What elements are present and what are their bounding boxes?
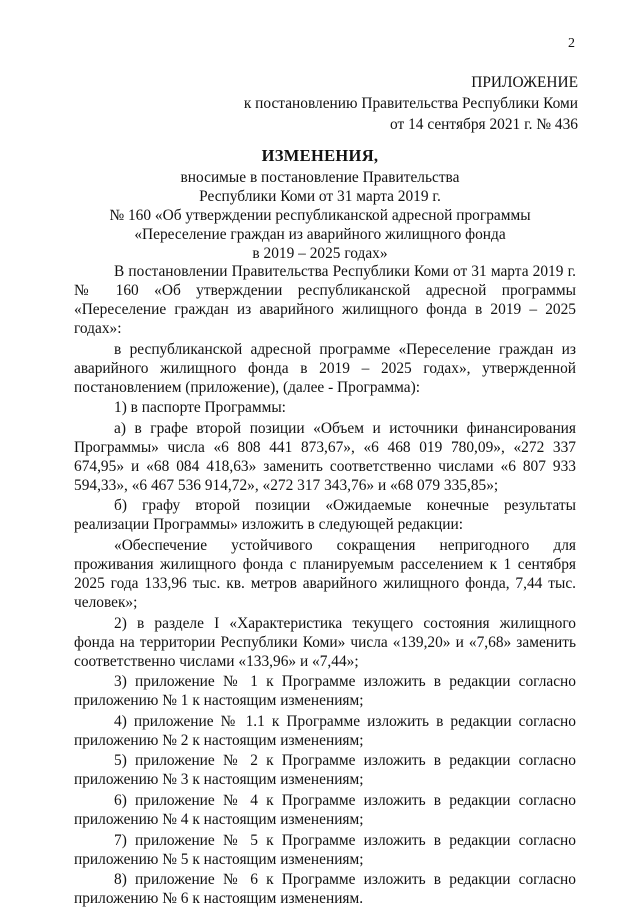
document-title: ИЗМЕНЕНИЯ, — [261, 146, 379, 165]
appendix-date: от 14 сентября 2021 г. № 436 — [390, 116, 578, 133]
body-paragraph: 3) приложение № 1 к Программе изложить в редакции согласно приложению № 1 к настоящим изменениям; — [74, 673, 576, 710]
body-paragraph: 5) приложение № 2 к Программе изложить в редакции согласно приложению № 3 к настоящим изменениям; — [74, 752, 576, 789]
heading-line-2: Республики Коми от 31 марта 2019 г. — [199, 188, 441, 205]
body-paragraph: 6) приложение № 4 к Программе изложить в редакции согласно приложению № 4 к настоящим изменениям; — [74, 791, 576, 828]
body-paragraph: а) в графе второй позиции «Объем и источники финансирования Программы» числа «6 808 441 873,67», «6 468 019 780,09», «272 337 674,95» и «68 084 418,63» заменить соответственно числами «6 807 933 594,33», «6 467 536 914,72», «272 317 343,76» и «68 079 335,85»; — [74, 419, 576, 494]
heading-line-4: «Переселение граждан из аварийного жилищного фонда — [134, 226, 506, 243]
body-paragraph: 7) приложение № 5 к Программе изложить в редакции согласно приложению № 5 к настоящим изменениям; — [74, 831, 576, 868]
heading-line-3: № 160 «Об утверждении республиканской адресной программы — [109, 207, 531, 224]
body-paragraph: 8) приложение № 6 к Программе изложить в редакции согласно приложению № 6 к настоящим изменениям. — [74, 871, 576, 908]
page-number: 2 — [568, 36, 575, 51]
body-paragraph: б) графу второй позиции «Ожидаемые конечные результаты реализации Программы» изложить в следующей редакции: — [74, 497, 576, 534]
body-paragraph: 2) в разделе I «Характеристика текущего состояния жилищного фонда на территории Республики Коми» числа «139,20» и «7,68» заменить соответственно числами «133,96» и «7,44»; — [74, 614, 576, 670]
body-paragraph: В постановлении Правительства Республики Коми от 31 марта 2019 г. № 160 «Об утверждении республиканской адресной программы «Переселение граждан из аварийного жилищного фонда в 2019 – 2025 годах»: — [74, 263, 576, 337]
body-paragraph: в республиканской адресной программе «Переселение граждан из аварийного жилищного фонда в 2019 – 2025 годах», утвержденной постановлением (приложение), (далее - Программа): — [74, 340, 576, 396]
body-paragraph: 1) в паспорте Программы: — [114, 399, 286, 417]
appendix-label: ПРИЛОЖЕНИЕ — [471, 74, 578, 91]
heading-line-5: в 2019 – 2025 годах» — [252, 245, 388, 262]
appendix-decree-ref: к постановлению Правительства Республики Коми — [243, 95, 578, 112]
body-paragraph: 4) приложение № 1.1 к Программе изложить в редакции согласно приложению № 2 к настоящим изменениям; — [74, 712, 576, 749]
document-body — [74, 262, 576, 910]
heading-line-1: вносимые в постановление Правительства — [180, 169, 460, 186]
body-paragraph: «Обеспечение устойчивого сокращения непригодного для проживания жилищного фонда с планируемым расселением к 1 сентября 2025 года 133,96 тыс. кв. метров аварийного жилищного фонда, 7,44 тыс. человек»; — [74, 536, 576, 611]
